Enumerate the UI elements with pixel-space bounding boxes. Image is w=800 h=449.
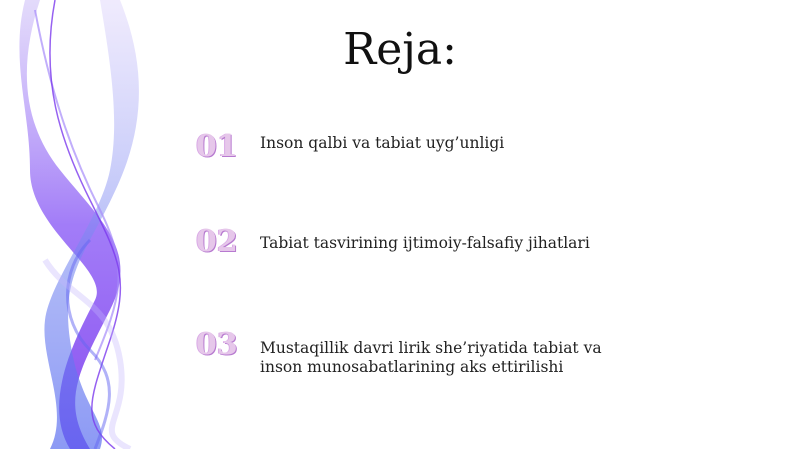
item-text: Inson qalbi va tabiat uyg’unligi xyxy=(260,134,505,152)
item-text: Mustaqillik davri lirik she’riyatida tabiat va inson munosabatlarining aks ettirilishi xyxy=(260,339,602,376)
list-item xyxy=(196,328,616,388)
item-number: 02 xyxy=(196,224,238,259)
purple-smoke-ribbon-icon xyxy=(0,0,200,449)
item-text: Tabiat tasvirining ijtimoiy-falsafiy jihatlari xyxy=(260,234,590,252)
list-item xyxy=(196,130,616,190)
page-title: Reja: xyxy=(343,24,457,75)
list-item xyxy=(196,225,616,285)
item-number: 01 xyxy=(196,129,238,164)
item-number: 03 xyxy=(196,327,238,362)
